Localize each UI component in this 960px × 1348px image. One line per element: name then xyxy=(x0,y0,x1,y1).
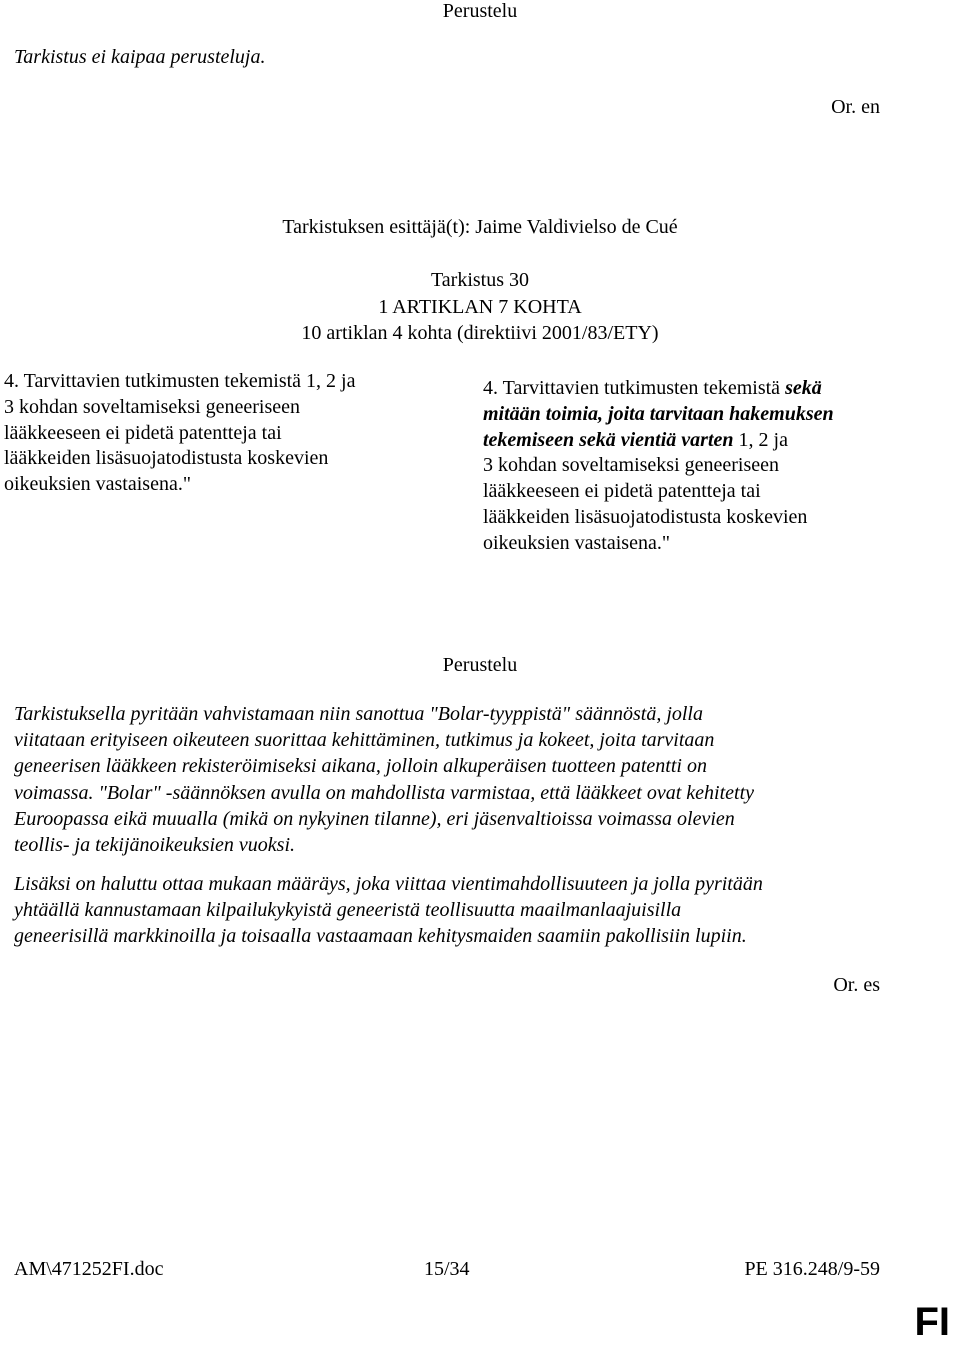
language-code: FI xyxy=(914,1300,950,1344)
justification-paragraph-1 xyxy=(14,701,872,858)
justification-line: voimassa. "Bolar" -säännöksen avulla on mahdollista varmistaa, että lääkkeet ovat kehitetty xyxy=(14,781,754,804)
original-language-es: Or. es xyxy=(833,974,880,996)
left-line: 3 kohdan soveltamiseksi geneeriseen xyxy=(4,395,301,418)
original-language-en: Or. en xyxy=(831,96,880,118)
left-line: lääkkeiden lisäsuojatodistusta koskevien xyxy=(4,447,329,470)
top-justification: Tarkistus ei kaipaa perusteluja. xyxy=(14,46,266,68)
justification-line: yhtäällä kannustamaan kilpailukykyistä geneeristä teollisuutta maailmanlaajuisilla xyxy=(14,899,682,922)
right-line: 3 kohdan soveltamiseksi geneeriseen xyxy=(483,454,780,477)
justification-line: geneerisen lääkkeen rekisteröimiseksi aikana, jolloin alkuperäisen tuotteen patentti on xyxy=(14,755,707,778)
left-line: 4. Tarvittavien tutkimusten tekemistä 1, 2 ja xyxy=(4,370,356,392)
right-line: lääkkeiden lisäsuojatodistusta koskevien xyxy=(483,505,808,528)
amendment-article: 1 ARTIKLAN 7 KOHTA xyxy=(378,296,582,318)
footer-page-number: 15/34 xyxy=(424,1258,470,1280)
footer-document-name: AM\471252FI.doc xyxy=(14,1258,164,1280)
justification-line: viitataan erityiseen oikeuteen suorittaa kehittäminen, tutkimus ja kokeet, joita tarvitaan xyxy=(14,729,715,752)
justification-line: Euroopassa eikä muualla (mikä on nykyinen tilanne), eri jäsenvaltioissa voimassa olevien xyxy=(14,807,735,830)
left-line: lääkkeeseen ei pidetä patentteja tai xyxy=(4,421,282,444)
justification-line: teollis- ja tekijänoikeuksien vuoksi. xyxy=(14,834,296,857)
right-line-emphasis: sekä xyxy=(785,377,822,399)
right-line-emphasis: mitään toimia, joita tarvitaan hakemuksen xyxy=(483,402,834,425)
right-line: oikeuksien vastaisena." xyxy=(483,531,671,554)
justification-line: Lisäksi on haluttu ottaa mukaan määräys, joka viittaa vientimahdollisuuteen ja jolla pyritään xyxy=(14,873,763,895)
right-column-text xyxy=(483,376,834,557)
amendment-reference: 10 artiklan 4 kohta (direktiivi 2001/83/ETY) xyxy=(301,322,659,344)
left-column-text xyxy=(4,369,356,498)
footer-pe-reference: PE 316.248/9-59 xyxy=(744,1258,880,1280)
right-line-emphasis: tekemiseen sekä vientiä varten xyxy=(483,428,734,451)
amendment-number: Tarkistus 30 xyxy=(430,269,530,291)
amendment-author: Tarkistuksen esittäjä(t): Jaime Valdivielso de Cué xyxy=(282,216,678,238)
top-heading: Perustelu xyxy=(442,0,518,22)
right-line-plain: 1, 2 ja xyxy=(733,428,788,451)
right-line-plain: 4. Tarvittavien tutkimusten tekemistä xyxy=(483,377,786,399)
right-line xyxy=(483,428,834,454)
justification-line: geneerisillä markkinoilla ja toisaalla vastaamaan kehitysmaiden saamiin pakollisiin lupiin. xyxy=(14,925,747,948)
left-line: oikeuksien vastaisena." xyxy=(4,473,192,496)
right-line xyxy=(483,376,834,402)
justification-line: Tarkistuksella pyritään vahvistamaan niin sanottua "Bolar-tyyppistä" säännöstä, jolla xyxy=(14,703,703,725)
right-line: lääkkeeseen ei pidetä patentteja tai xyxy=(483,480,761,503)
justification-heading: Perustelu xyxy=(442,654,518,676)
justification-paragraph-2 xyxy=(14,871,872,950)
